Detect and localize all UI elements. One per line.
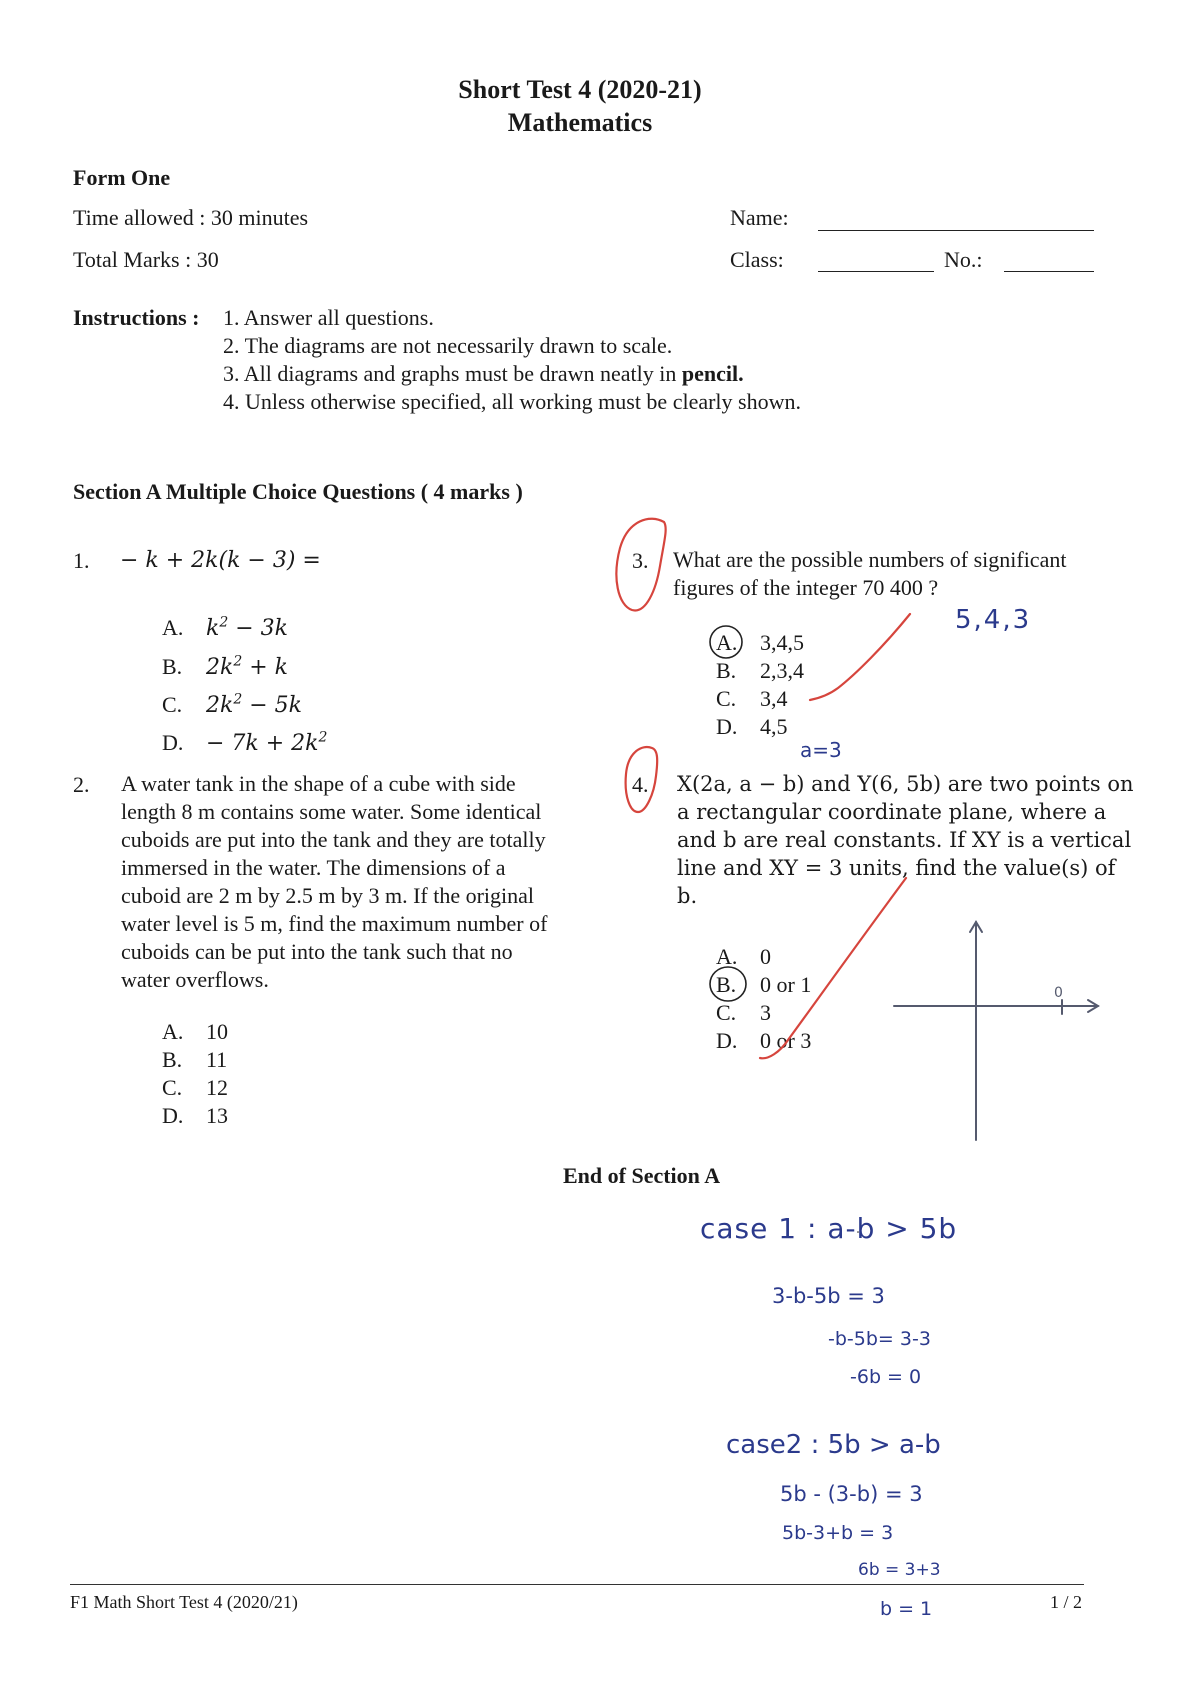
q2-number: 2. <box>73 772 90 797</box>
q1-number: 1. <box>73 548 90 573</box>
q4-option-c[interactable]: C. 3 <box>716 1000 771 1025</box>
case1-line3: -6b = 0 <box>850 1366 922 1388</box>
instruction-item: 4. Unless otherwise specified, all working must be clearly shown. <box>223 389 801 414</box>
page-title: Short Test 4 (2020-21) <box>458 75 702 104</box>
case1-line1: 3-b-5b = 3 <box>772 1284 885 1308</box>
q2-option-d[interactable]: D. 13 <box>162 1103 228 1128</box>
name-label: Name: <box>730 205 789 230</box>
instruction-item: 2. The diagrams are not necessarily drawn to scale. <box>223 333 673 358</box>
axis-tick-label: 0 <box>1054 985 1063 1001</box>
q1-options <box>162 609 327 758</box>
case2-line3: 6b = 3+3 <box>858 1560 941 1580</box>
q4-option-a[interactable]: A. 0 <box>716 944 771 969</box>
q4-options <box>716 943 811 1055</box>
instruction-bold: pencil. <box>681 361 744 386</box>
page-subtitle: Mathematics <box>507 108 653 137</box>
instruction-item: 1. Answer all questions. <box>223 305 434 330</box>
q4-text: X(2a, a − b) and Y(6, 5b) are two points on a rectangular coordinate plane, where a and b are real constants. If XY is a vertical line and XY = 3 units, find the value(s) of b. <box>677 772 1134 908</box>
no-field[interactable] <box>1004 271 1094 272</box>
handwritten-a-value: a=3 <box>800 738 842 762</box>
x-axis-arrow <box>1088 1000 1098 1012</box>
q1-option-b[interactable]: B. $2k^2 + k$ <box>162 653 289 680</box>
case2-line2: 5b-3+b = 3 <box>782 1522 894 1544</box>
q4-option-d[interactable]: D. 0 or 3 <box>716 1028 812 1053</box>
class-label: Class: <box>730 247 784 272</box>
q3-option-a[interactable]: A. 3,4,5 <box>716 630 804 655</box>
end-of-section: End of Section A <box>563 1163 721 1188</box>
section-a-heading: Section A Multiple Choice Questions ( 4 marks ) <box>73 479 523 504</box>
case2-heading: case2 : 5b > a-b <box>726 1430 941 1460</box>
total-marks: Total Marks : 30 <box>73 247 219 272</box>
instructions-label: Instructions : <box>73 305 200 330</box>
form-label: Form One <box>73 165 171 190</box>
case1-heading: case 1 : a-b > 5b <box>700 1212 958 1245</box>
case1-line2: -b-5b= 3-3 <box>828 1328 931 1350</box>
time-allowed: Time allowed : 30 minutes <box>73 205 309 230</box>
q3-option-d[interactable]: D. 4,5 <box>716 714 788 739</box>
q3-tick-mark <box>810 614 910 700</box>
page-number: 1 / 2 <box>1050 1592 1083 1612</box>
q2-text: A water tank in the shape of a cube with side length 8 m contains some water. Some identical cuboids are put into the tank and they are totally immersed in the water. The dimensions of a cuboid are 2 m by 2.5 m by 3 m. If the original water level is 5 m, find the maximum number of cuboids can be put into the tank such that no water overflows. <box>121 771 548 992</box>
q1-option-a[interactable]: A. $k^2 - 3k$ <box>162 615 289 642</box>
q1-option-d[interactable]: D. − $7k + 2k^2$ <box>162 729 328 757</box>
case2-line4: b = 1 <box>880 1598 933 1620</box>
q3-number: 3. <box>632 548 649 573</box>
footer-left: F1 Math Short Test 4 (2020/21) <box>70 1592 298 1612</box>
q3-options <box>716 629 804 741</box>
q4-number: 4. <box>632 772 649 797</box>
case2-line1: 5b - (3-b) = 3 <box>780 1482 923 1506</box>
name-field[interactable] <box>818 230 1094 231</box>
q3-option-c[interactable]: C. 3,4 <box>716 686 788 711</box>
q3-handwritten-answer: 5,4,3 <box>955 605 1032 635</box>
q3-text: What are the possible numbers of significant figures of the integer 70 400 ? <box>673 547 1067 600</box>
q1-option-c[interactable]: C. $2k^2 - 5k$ <box>162 691 302 718</box>
class-field[interactable] <box>818 271 934 272</box>
no-label: No.: <box>944 247 983 272</box>
y-axis-arrow <box>970 922 982 932</box>
instruction-item: 3. All diagrams and graphs must be drawn neatly in pencil. <box>223 361 744 386</box>
q2-option-c[interactable]: C. 12 <box>162 1075 228 1100</box>
q4-option-b[interactable]: B. 0 or 1 <box>716 972 812 997</box>
q1-expression: − k + 2k(k − 3) = <box>120 548 321 573</box>
footer-rule <box>70 1584 1084 1585</box>
q3-option-b[interactable]: B. 2,3,4 <box>716 658 804 683</box>
q2-option-a[interactable]: A. 10 <box>162 1019 228 1044</box>
q2-options <box>162 1018 228 1130</box>
q2-option-b[interactable]: B. 11 <box>162 1047 228 1072</box>
